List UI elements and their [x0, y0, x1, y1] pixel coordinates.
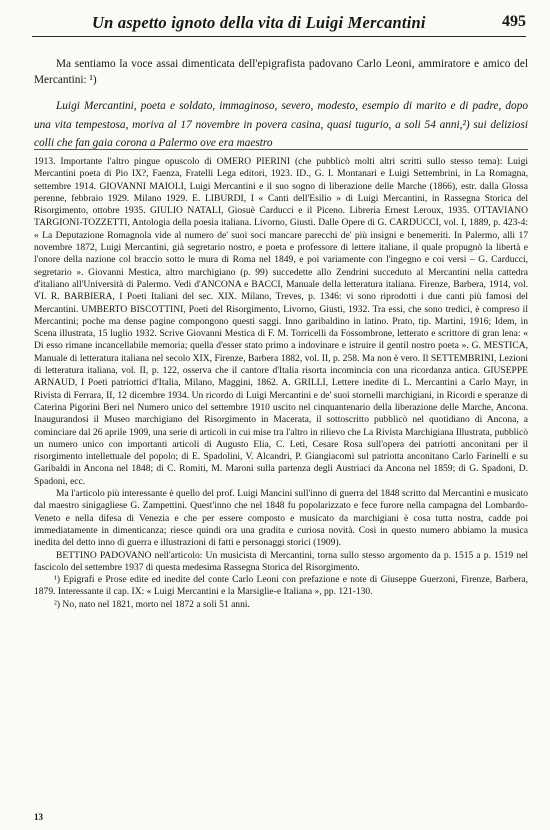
intro-text: Ma sentiamo la voce assai dimenticata dell'epigrafista padovano Carlo Leoni, ammiratore e amico del Mercantini: ¹): [34, 58, 528, 86]
running-title: Un aspetto ignoto della vita di Luigi Mercantini: [92, 13, 426, 32]
notes-paragraph-1: 1913. Importante l'altro pingue opuscolo di OMERO PIERINI (che pubblicò molti altri scritti sullo stesso tema): Luigi Mercantini poeta di Pio IX?, Faenza, Fratelli Lega editori, 1923. ID., G. I. Montanari e Luigi Settembrini, in La Romagna, settembre 1914. GIOVANNI MAIOLI, Luigi Mercantini e il suo sogno di liberazione delle Marche (1866), estr. dalla Glossa perenne, febbraio 1929. Milano 1929. E. LIBURDI, I « Canti dell'Esilio » di Luigi Mercantini, in Rassegna Storica del Risorgimento, ottobre 1935. GIULIO NATALI, Giosuè Carducci e il Piceno. Libreria Ernest Leroux, 1935. OTTAVIANO TARGIONI-TOZZETTI, Antologia della poesia italiana. Livorno, Giusti. Dalle Opere di G. CARDUCCI, vol. I, 1889, p. 423-4: « La Deputazione Romagnola vide al numero de' suoi soci mancare parecchi de' più insigni e benemeriti. In Palermo, alli 17 novembre 1872, Luigi Mercantini, già segretario nostro, e poeta e professore di lettere italiane, il quale propugnò la libertà e l'onore della nazione col braccio sotto le mura di Roma nel 1849, e poi variamente con l'ingegno e coi versi – G. Carducci, segretario ». Giovanni Mestica, altro marchigiano (p. 99) succedette allo Zendrini succeduto al Mercantini nella cattedra d'italiano all'Università di Palermo. Vedi d'ANCONA e BACCI, Manuale della letteratura italiana. Firenze, Barbera, 1914, vol. VI. R. BARBIERA, I Poeti Italiani del sec. XIX. Milano, Treves, p. 1346: vi sono riprodotti i due canti più famosi del Mercantini. UMBERTO BISCOTTINI, Poeti del Risorgimento, Livorno, Giusti, 1932. Tra essi, che sono tredici, è compreso il Mercantini; poche ma dense pagine compongono questi saggi. Inno garibaldino in latino. Prato, tip. Martini, 1916; Idem, in Scena illustrata, 15 luglio 1932. Scrive Giovanni Mestica di F. M. Torricelli da Fossombrone, letterato e scrittore di gran lena: « Di esso rimane incancellabile memoria; quella d'esser stato primo a indovinare e istruire il gentil nostro poeta ». G. MESTICA, Manuale di letteratura italiana nel secolo XIX, Firenze, Barbera 1882, vol. II, p. 258. Ma non è vero. Il SETTEMBRINI, Lezioni di letteratura italiana, vol. II, p. 122, osserva che il cantore d'Italia risorta incomincia con una ricordanza antica. GIUSEPPE ARNAUD, I Poeti patriottici d'Italia, Milano, Maggini, 1862. A. GRILLI, Lettere inedite di L. Mercantini a Carlo Mayr, in Rivista di Ferrara, II, 12 dicembre 1934. Un ricordo di Luigi Mercantini e de' suoi stornelli marchigiani, in Ricordi e speranze di Caterina Pigorini Beri nel Numero unico del settembre 1910 uscito nel cinquantenario della liberazione delle Marche, Ancona. Inaugurandosi il Museo marchigiano del Risorgimento in Macerata, il sottoscritto pubblicò nel quotidiano di Ancona, a cominciare dal 26 aprile 1909, una serie di articoli in cui mise tra l'altro in rilievo che La Rivista Marchigiana Illustrata, pubblicò un numero unico con importanti articoli di Augusto Elia, C. Leti, Cesare Rosa sull'opera dei patriotti anconitani per il risorgimento intellettuale del popolo; di E. Spadolini, V. Alcandri, P. Giangiacomi sul patriotta anconitano Carlo Farinelli e su Garibaldi in Ancona nel 1848; di C. Romiti, M. Maroni sulla partenza degli Austriaci da Ancona nel 1859; di G. Spadoni, D. Spadoni, ecc.: [34, 156, 528, 487]
footnote-1: ¹) Epigrafi e Prose edite ed inedite del conte Carlo Leoni con prefazione e note di Giuseppe Guerzoni, Firenze, Barbera, 1879. Interessante il cap. IX: « Luigi Mercantini e la Marsiglie-e Italiana », pp. 121-130.: [34, 574, 528, 598]
header-rule: [32, 36, 526, 37]
page-number: 495: [502, 13, 526, 30]
epigraph-quote: [34, 97, 528, 153]
footnotes-block: [34, 156, 528, 611]
intro-paragraph: [34, 56, 528, 88]
footnote-separator: [34, 149, 528, 150]
notes-paragraph-3: BETTINO PADOVANO nell'articolo: Un musicista di Mercantini, torna sullo stesso argomento da p. 1515 a p. 1519 nel fascicolo del settembre 1937 di questa medesima Rassegna Storica del Risorgimento.: [34, 549, 528, 573]
page-header: [32, 13, 526, 35]
notes-paragraph-2: Ma l'articolo più interessante è quello del prof. Luigi Mancini sull'inno di guerra del 1848 scritto dal Mercantini e musicato dal maestro sinigagliese G. Zampettini. Quest'inno che nel 1848 fu popolarizzato e fece furore nella campagna del Lombardo-Veneto e nella difesa di Venezia e che per essere composto e musicato da marchigiani è cosa tutta nostra, cadde poi immediatamente in dimenticanza; riesce quindi ora una gradita e curiosa novità. Così in questo numero abbiamo la musica inedita del detto inno di guerra e illustrazioni di fatti e personaggi storici (1909).: [34, 488, 528, 549]
epigraph-text: Luigi Mercantini, poeta e soldato, immaginoso, severo, modesto, esempio di marito e di padre, dopo una vita tempestosa, moriva al 17 novembre in povera casina, quasi tugurio, a soli 54 anni,²) sui deliziosi colli che fan gaia corona a Palermo ove era maestro: [34, 100, 528, 149]
footnote-2: ²) No, nato nel 1821, morto nel 1872 a soli 51 anni.: [54, 598, 250, 610]
signature-mark: 13: [34, 812, 43, 822]
